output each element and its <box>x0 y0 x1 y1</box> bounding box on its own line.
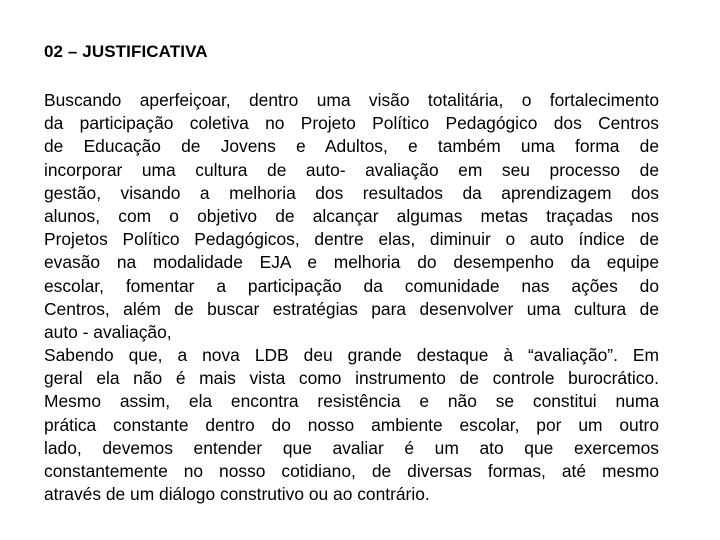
paragraph-line: evasão na modalidade EJA e melhoria do desempenho da equipe <box>44 252 659 273</box>
paragraph-line: Centros, além de buscar estratégias para desenvolver uma cultura de <box>44 298 659 319</box>
paragraph-line: Buscando aperfeiçoar, dentro uma visão totalitária, o fortalecimento <box>44 90 659 110</box>
section-heading: 02 – JUSTIFICATIVA <box>44 42 208 61</box>
justification-body <box>44 89 659 506</box>
paragraph-line: Mesmo assim, ela encontra resistência e não se constitui numa <box>44 391 659 412</box>
paragraph-line: Sabendo que, a nova LDB deu grande destaque à “avaliação”. Em <box>44 345 659 366</box>
paragraph-line: lado, devemos entender que avaliar é um ato que exercemos <box>44 437 659 458</box>
paragraph-line: da participação coletiva no Projeto Político Pedagógico dos Centros <box>44 113 659 134</box>
paragraph-line: através de um diálogo construtivo ou ao contrário. <box>44 484 430 505</box>
paragraph-line: auto - avaliação, <box>44 321 172 342</box>
paragraph-line: incorporar uma cultura de auto- avaliação em seu processo de <box>44 159 659 180</box>
paragraph-line: Projetos Político Pedagógicos, dentre elas, diminuir o auto índice de <box>44 229 659 250</box>
paragraph-line: constantemente no nosso cotidiano, de diversas formas, até mesmo <box>44 461 659 481</box>
paragraph-line: geral ela não é mais vista como instrumento de controle burocrático. <box>44 368 659 389</box>
paragraph-line: gestão, visando a melhoria dos resultados da aprendizagem dos <box>44 182 659 203</box>
paragraph-line: de Educação de Jovens e Adultos, e também uma forma de <box>44 136 659 157</box>
paragraph-line: prática constante dentro do nosso ambiente escolar, por um outro <box>44 414 659 435</box>
paragraph-line: alunos, com o objetivo de alcançar algumas metas traçadas nos <box>44 205 659 226</box>
paragraph-line: escolar, fomentar a participação da comunidade nas ações do <box>44 275 659 296</box>
